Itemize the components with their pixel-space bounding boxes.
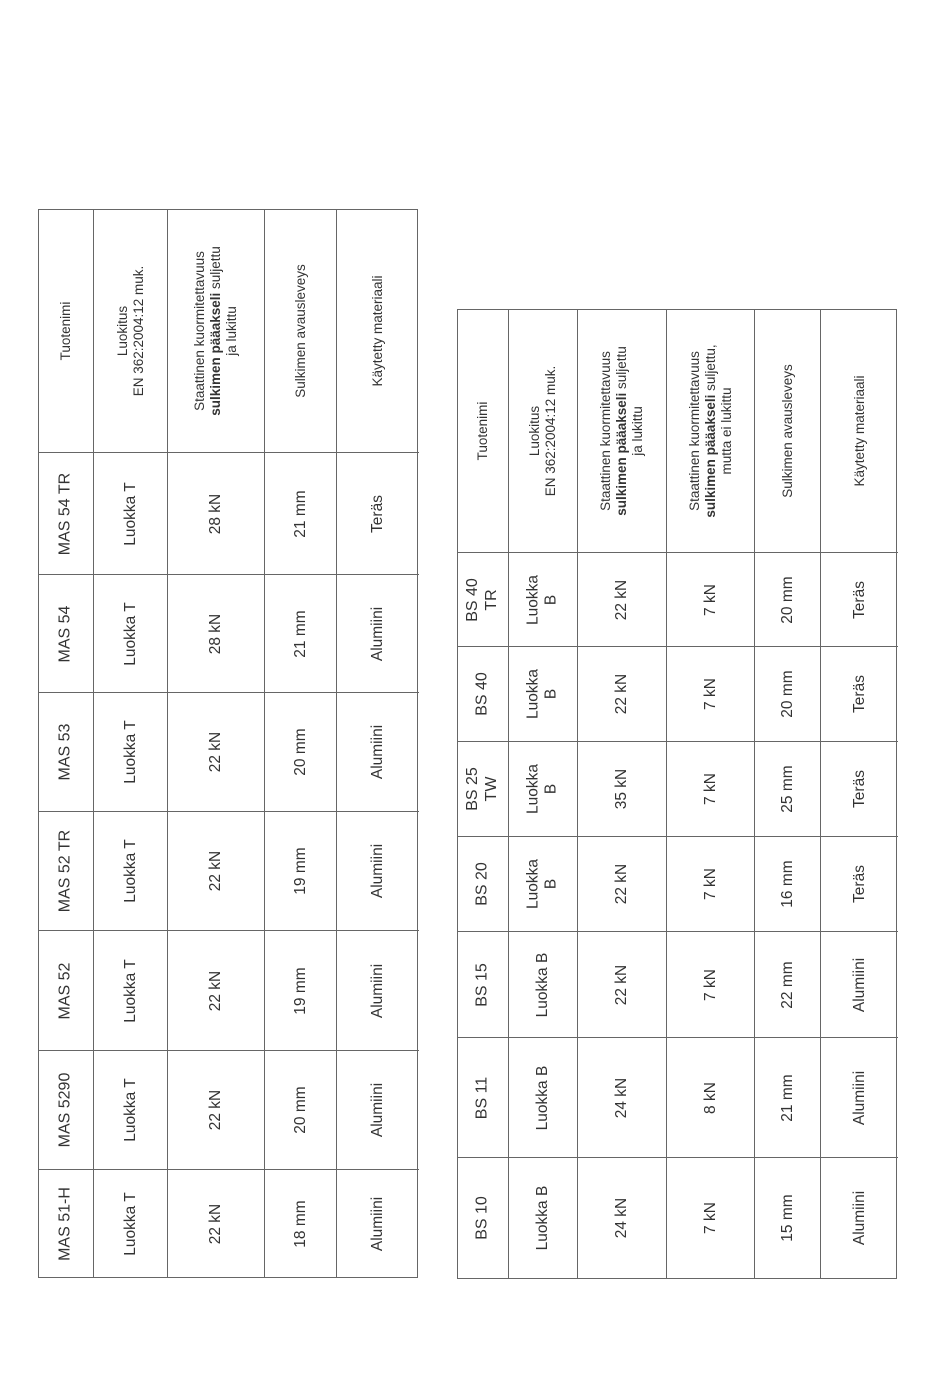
product-class: Luokka T: [94, 931, 168, 1051]
header-static-load-unlocked: Staattinen kuormitettavuus sulkimen pääakseli suljettu, mutta ei lukittu: [667, 310, 755, 553]
header-static-load: Staattinen kuormitettavuus sulkimen pääakseli suljettu ja lukittu: [168, 210, 265, 453]
product-opening: 20 mm: [755, 647, 821, 742]
product-load: 22 kN: [168, 693, 265, 812]
product-name: MAS 52 TR: [39, 812, 94, 931]
product-material: Alumiini: [337, 693, 419, 812]
product-load-unlocked: 8 kN: [667, 1038, 755, 1158]
product-opening: 22 mm: [755, 932, 821, 1038]
product-load: 28 kN: [168, 453, 265, 575]
product-name: BS 10: [458, 1158, 509, 1278]
product-load-unlocked: 7 kN: [667, 1158, 755, 1278]
product-material: Alumiini: [337, 812, 419, 931]
product-name: MAS 51-H: [39, 1170, 94, 1277]
product-class: Luokka B: [509, 742, 578, 837]
product-opening: 19 mm: [265, 812, 337, 931]
product-load-unlocked: 7 kN: [667, 932, 755, 1038]
product-load-closed: 22 kN: [578, 553, 667, 647]
product-material: Alumiini: [337, 1051, 419, 1170]
product-material: Alumiini: [850, 1190, 868, 1246]
product-opening: 21 mm: [265, 575, 337, 693]
carabiner-table-mas: [38, 209, 418, 1278]
product-material: Alumiini: [821, 932, 898, 1038]
header-material: Käytetty materiaali: [821, 310, 898, 553]
product-name: BS 40 TR: [458, 553, 509, 647]
product-class: Luokka T: [94, 1051, 168, 1170]
product-load: 22 kN: [168, 1051, 265, 1170]
header-classification: Luokitus EN 362:2004:12 muk.: [94, 210, 168, 453]
header-material: Käytetty materiaali: [337, 210, 419, 453]
header-product-name: Tuotenimi: [458, 310, 509, 553]
product-load-closed: 24 kN: [578, 1038, 667, 1158]
product-load-unlocked: 7 kN: [667, 553, 755, 647]
product-load: 28 kN: [168, 575, 265, 693]
product-load-closed: 22 kN: [578, 837, 667, 932]
product-name: MAS 54 TR: [39, 453, 94, 575]
product-material: Teräs: [337, 453, 419, 575]
header-classification: Luokitus EN 362:2004:12 muk.: [509, 310, 578, 553]
product-opening: 21 mm: [265, 453, 337, 575]
header-gate-opening: Sulkimen avausleveys: [265, 210, 337, 453]
product-material: Alumiini: [821, 1038, 898, 1158]
product-material: Teräs: [821, 837, 898, 932]
product-name: BS 25 TW: [458, 742, 509, 837]
product-class: Luokka B: [509, 553, 578, 647]
product-name: MAS 54: [39, 575, 94, 693]
header-gate-opening: Sulkimen avausleveys: [755, 310, 821, 553]
product-name: MAS 52: [39, 931, 94, 1051]
product-name: BS 15: [458, 932, 509, 1038]
product-name: BS 40: [458, 647, 509, 742]
product-material: Alumiini: [337, 575, 419, 693]
product-load-closed: 35 kN: [578, 742, 667, 837]
product-opening: 20 mm: [755, 553, 821, 647]
product-material: Teräs: [821, 647, 898, 742]
product-class: Luokka T: [94, 575, 168, 693]
product-load-unlocked: 7 kN: [667, 837, 755, 932]
product-load-unlocked: 7 kN: [667, 647, 755, 742]
product-class: Luokka B: [509, 1158, 578, 1278]
product-name: BS 20: [458, 837, 509, 932]
carabiner-table-bs: [457, 309, 897, 1279]
product-load: 22 kN: [168, 812, 265, 931]
product-material: Alumiini: [337, 931, 419, 1051]
product-opening: 21 mm: [755, 1038, 821, 1158]
product-material: Teräs: [821, 553, 898, 647]
product-class: Luokka T: [94, 693, 168, 812]
product-opening: 15 mm: [755, 1158, 821, 1278]
product-load-closed: 22 kN: [578, 647, 667, 742]
product-opening: 19 mm: [265, 931, 337, 1051]
product-opening: 20 mm: [265, 1051, 337, 1170]
product-load: 22 kN: [168, 1170, 265, 1277]
product-name: MAS 53: [39, 693, 94, 812]
product-class: Luokka B: [509, 647, 578, 742]
product-name: BS 11: [458, 1038, 509, 1158]
header-static-load-closed: Staattinen kuormitettavuus sulkimen pääakseli suljettu ja lukittu: [578, 310, 667, 553]
product-material: Teräs: [821, 742, 898, 837]
product-load-closed: 24 kN: [578, 1158, 667, 1278]
product-class: Luokka B: [509, 1038, 578, 1158]
product-material: Alumiini: [368, 1196, 386, 1251]
product-opening: 25 mm: [755, 742, 821, 837]
product-class: Luokka B: [509, 837, 578, 932]
product-load-unlocked: 7 kN: [667, 742, 755, 837]
header-product-name: Tuotenimi: [39, 210, 94, 453]
product-name: MAS 5290: [39, 1051, 94, 1170]
product-class: Luokka T: [94, 812, 168, 931]
product-load: 22 kN: [168, 931, 265, 1051]
product-opening: 20 mm: [265, 693, 337, 812]
product-class: Luokka T: [94, 453, 168, 575]
product-opening: 18 mm: [265, 1170, 337, 1277]
product-load-closed: 22 kN: [578, 932, 667, 1038]
product-opening: 16 mm: [755, 837, 821, 932]
product-class: Luokka T: [94, 1170, 168, 1277]
product-class: Luokka B: [509, 932, 578, 1038]
